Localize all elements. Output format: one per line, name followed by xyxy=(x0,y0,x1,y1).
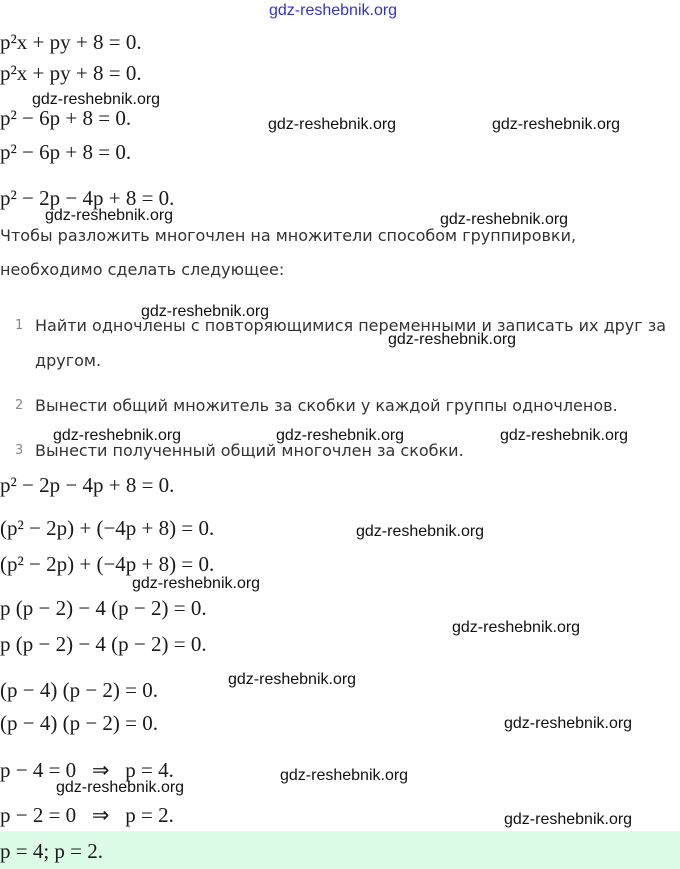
watermark: gdz-reshebnik.org xyxy=(276,427,405,444)
watermark: gdz-reshebnik.org xyxy=(269,2,398,19)
equation: p − 2 = 0 ⇒ p = 2. xyxy=(0,803,174,827)
watermark: gdz-reshebnik.org xyxy=(268,116,397,133)
equation: p² − 6p + 8 = 0. xyxy=(0,140,132,164)
equation: p² − 2p − 4p + 8 = 0. xyxy=(0,473,175,497)
equation: p² − 2p − 4p + 8 = 0. xyxy=(0,186,175,210)
equation: (p − 4) (p − 2) = 0. xyxy=(0,678,159,702)
watermark: gdz-reshebnik.org xyxy=(56,779,185,796)
watermark: gdz-reshebnik.org xyxy=(500,427,629,444)
step-text: Вынести полученный общий многочлен за скобки. xyxy=(35,441,464,460)
step-number: 1 xyxy=(15,318,24,333)
answer-text: p = 4; p = 2. xyxy=(0,839,104,863)
watermark: gdz-reshebnik.org xyxy=(504,715,633,732)
watermark: gdz-reshebnik.org xyxy=(45,207,174,224)
watermark: gdz-reshebnik.org xyxy=(280,767,409,784)
step-text: Вынести общий множитель за скобки у каждой группы одночленов. xyxy=(35,396,618,415)
intro-text: необходимо сделать следующее: xyxy=(0,260,285,279)
equation: (p² − 2p) + (−4p + 8) = 0. xyxy=(0,552,215,576)
answer-box xyxy=(0,831,680,869)
equation: p − 4 = 0 ⇒ p = 4. xyxy=(0,758,174,782)
equation: p (p − 2) − 4 (p − 2) = 0. xyxy=(0,596,207,620)
watermark: gdz-reshebnik.org xyxy=(492,116,621,133)
watermark: gdz-reshebnik.org xyxy=(504,811,633,828)
equation: (p − 4) (p − 2) = 0. xyxy=(0,711,159,735)
equation: p²x + py + 8 = 0. xyxy=(0,61,142,85)
equation: p (p − 2) − 4 (p − 2) = 0. xyxy=(0,632,207,656)
watermark: gdz-reshebnik.org xyxy=(356,523,485,540)
equation: p²x + py + 8 = 0. xyxy=(0,30,142,54)
watermark: gdz-reshebnik.org xyxy=(132,575,261,592)
watermark: gdz-reshebnik.org xyxy=(141,303,270,320)
watermark: gdz-reshebnik.org xyxy=(32,91,161,108)
watermark: gdz-reshebnik.org xyxy=(53,427,182,444)
intro-text: Чтобы разложить многочлен на множители способом группировки, xyxy=(0,226,577,245)
step-number: 3 xyxy=(15,443,24,458)
watermark: gdz-reshebnik.org xyxy=(452,619,581,636)
equation: p² − 6p + 8 = 0. xyxy=(0,106,132,130)
equation: (p² − 2p) + (−4p + 8) = 0. xyxy=(0,516,215,540)
step-number: 2 xyxy=(15,398,24,413)
watermark: gdz-reshebnik.org xyxy=(440,211,569,228)
step-text: Найти одночлены с повторяющимися переменными и записать их друг за другом. xyxy=(35,316,667,370)
watermark: gdz-reshebnik.org xyxy=(388,331,517,348)
watermark: gdz-reshebnik.org xyxy=(228,671,357,688)
